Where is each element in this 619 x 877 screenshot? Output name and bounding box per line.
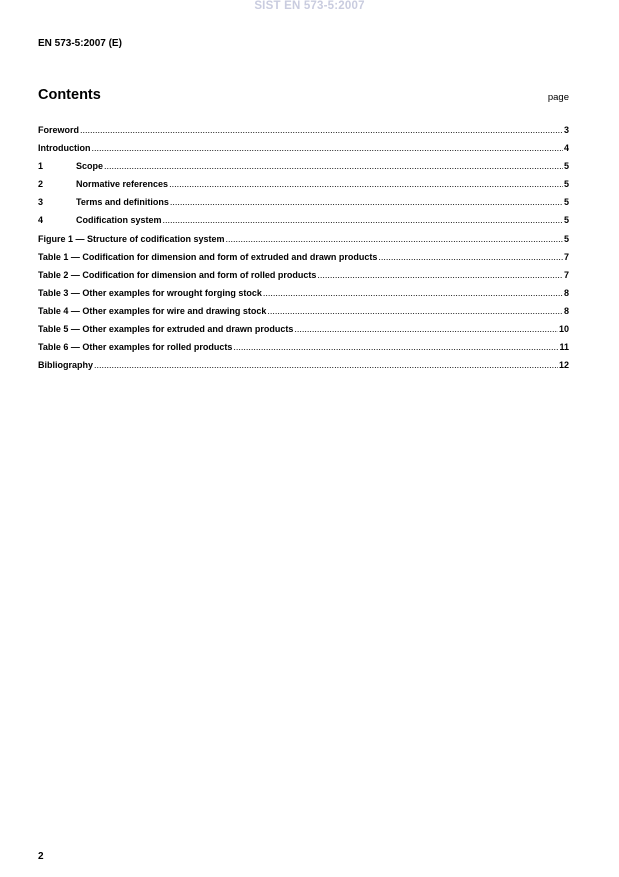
toc-entry-label: Table 2 — Codification for dimension and form of rolled products: [38, 269, 317, 280]
toc-entry-page: 5: [563, 179, 569, 190]
footer-page-number: 2: [38, 851, 44, 862]
toc-entry-page: 8: [563, 287, 569, 298]
toc-entry-page: 5: [563, 197, 569, 208]
toc-entry-label: Figure 1 — Structure of codification system: [38, 233, 225, 244]
toc-entry-number: 1: [38, 161, 44, 172]
toc-entry-page: 11: [559, 342, 569, 353]
watermark: SIST EN 573-5:2007: [254, 0, 365, 12]
toc-entry-number: 3: [38, 197, 44, 208]
toc-dot-leader: [163, 215, 563, 225]
toc-dot-leader: [104, 161, 563, 171]
toc-entry-label: Normative references: [76, 179, 169, 190]
toc-entry-page: 5: [563, 161, 569, 172]
toc-entry-number: 2: [38, 179, 44, 190]
toc-entry-page: 4: [563, 143, 569, 154]
toc-entry-table-6[interactable]: [38, 342, 569, 360]
toc-entry-page: 10: [558, 324, 569, 335]
contents-title: Contents: [38, 87, 101, 103]
toc-entry-page: 7: [563, 251, 569, 262]
toc-entry-label: Table 6 — Other examples for rolled products: [38, 342, 233, 353]
toc-dot-leader: [317, 270, 563, 280]
toc-dot-leader: [233, 342, 558, 352]
toc-entry-page: 5: [563, 233, 569, 244]
toc-entry-codification-system[interactable]: [38, 215, 569, 233]
toc-dot-leader: [94, 360, 558, 370]
toc-entry-scope[interactable]: [38, 161, 569, 179]
toc-entry-figure-1[interactable]: [38, 234, 569, 252]
table-of-contents: [38, 125, 569, 378]
toc-entry-page: 12: [558, 360, 569, 371]
toc-entry-label: Table 4 — Other examples for wire and drawing stock: [38, 305, 267, 316]
toc-entry-label: Scope: [76, 161, 104, 172]
toc-entry-label: Table 5 — Other examples for extruded and drawn products: [38, 324, 294, 335]
toc-entry-number: 4: [38, 215, 44, 226]
toc-dot-leader: [267, 306, 563, 316]
toc-entry-label: Bibliography: [38, 360, 94, 371]
toc-entry-label: Table 1 — Codification for dimension and form of extruded and drawn products: [38, 251, 378, 262]
page-column-label: page: [547, 92, 569, 103]
toc-dot-leader: [169, 179, 563, 189]
toc-entry-bibliography[interactable]: [38, 360, 569, 378]
toc-entry-table-1[interactable]: [38, 252, 569, 270]
toc-entry-page: 8: [563, 305, 569, 316]
toc-entry-label: Codification system: [76, 215, 162, 226]
toc-entry-label: Terms and definitions: [76, 197, 169, 208]
toc-entry-foreword[interactable]: [38, 125, 569, 143]
toc-dot-leader: [263, 288, 563, 298]
toc-entry-table-2[interactable]: [38, 270, 569, 288]
toc-dot-leader: [294, 324, 558, 334]
toc-dot-leader: [80, 125, 563, 135]
document-id: EN 573-5:2007 (E): [38, 38, 122, 49]
toc-dot-leader: [170, 197, 563, 207]
toc-entry-page: 7: [563, 269, 569, 280]
toc-entry-terms-and-definitions[interactable]: [38, 197, 569, 215]
toc-entry-page: 5: [563, 215, 569, 226]
toc-entry-table-4[interactable]: [38, 306, 569, 324]
toc-dot-leader: [92, 143, 563, 153]
toc-entry-table-5[interactable]: [38, 324, 569, 342]
toc-dot-leader: [226, 234, 563, 244]
toc-entry-table-3[interactable]: [38, 288, 569, 306]
toc-entry-normative-references[interactable]: [38, 179, 569, 197]
toc-entry-label: Introduction: [38, 143, 91, 154]
toc-entry-label: Foreword: [38, 125, 80, 135]
toc-entry-label: Table 3 — Other examples for wrought forging stock: [38, 287, 262, 298]
toc-entry-page: 3: [563, 125, 569, 135]
toc-dot-leader: [378, 252, 563, 262]
toc-entry-introduction[interactable]: [38, 143, 569, 161]
